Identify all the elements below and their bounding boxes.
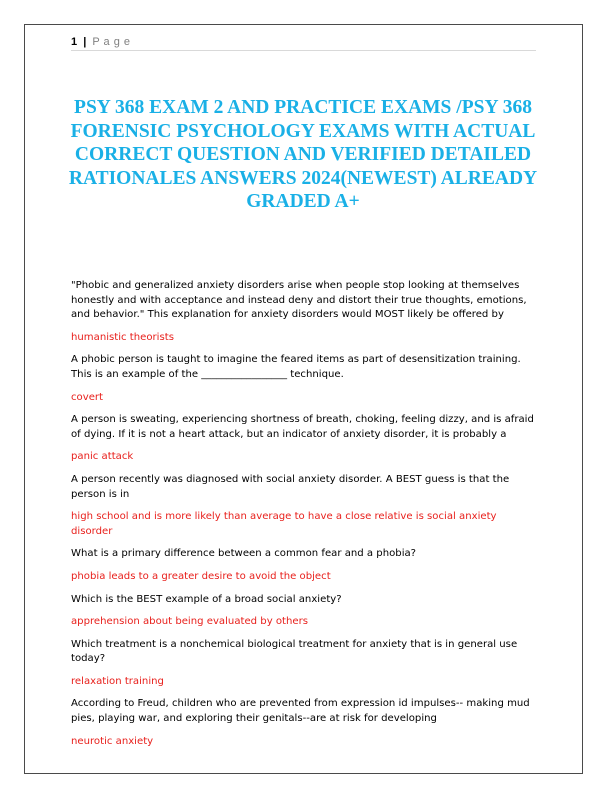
page-number: 1	[71, 36, 78, 48]
header-separator: |	[83, 36, 87, 48]
page-label: P a g e	[92, 36, 131, 48]
question-text: "Phobic and generalized anxiety disorders arise when people stop looking at themselves honestly and with acceptance and instead deny and distort their true thoughts, emotions, and behavior." This explanation for anxiety disorders would MOST likely be offered by	[71, 280, 527, 321]
answer-text: panic attack	[71, 451, 134, 463]
answer-text: apprehension about being evaluated by others	[71, 616, 309, 628]
page-header	[71, 36, 536, 51]
question-text: What is a primary difference between a common fear and a phobia?	[71, 548, 417, 560]
answer-text: relaxation training	[71, 675, 164, 687]
question-text: A person recently was diagnosed with social anxiety disorder. A BEST guess is that the person is in	[71, 473, 510, 500]
answer-text: humanistic theorists	[71, 331, 174, 343]
question-text: According to Freud, children who are prevented from expression id impulses-- making mud pies, playing war, and exploring their genitals--are at risk for developing	[71, 698, 530, 725]
question-text: A phobic person is taught to imagine the feared items as part of desensitization training. This is an example of the _________________ technique.	[71, 354, 521, 380]
answer-text: neurotic anxiety	[71, 735, 154, 747]
question-text: A person is sweating, experiencing shortness of breath, choking, feeling dizzy, and is afraid of dying. If it is not a heart attack, but an indicator of anxiety disorder, it is probably a	[71, 414, 534, 440]
question-text: Which treatment is a nonchemical biological treatment for anxiety that is in general use today?	[71, 638, 518, 665]
answer-text: covert	[71, 391, 104, 403]
qa-list	[71, 279, 537, 757]
question-text: Which is the BEST example of a broad social anxiety?	[71, 593, 342, 605]
answer-text: phobia leads to a greater desire to avoid the object	[71, 570, 331, 582]
answer-text: high school and is more likely than average to have a close relative is social anxiety disorder	[71, 511, 497, 537]
document-title: PSY 368 EXAM 2 AND PRACTICE EXAMS /PSY 368 FORENSIC PSYCHOLOGY EXAMS WITH ACTUAL CORRECT QUESTION AND VERIFIED DETAILED RATIONALES ANSWERS 2024(NEWEST) ALREADY GRADED A+	[68, 97, 538, 212]
